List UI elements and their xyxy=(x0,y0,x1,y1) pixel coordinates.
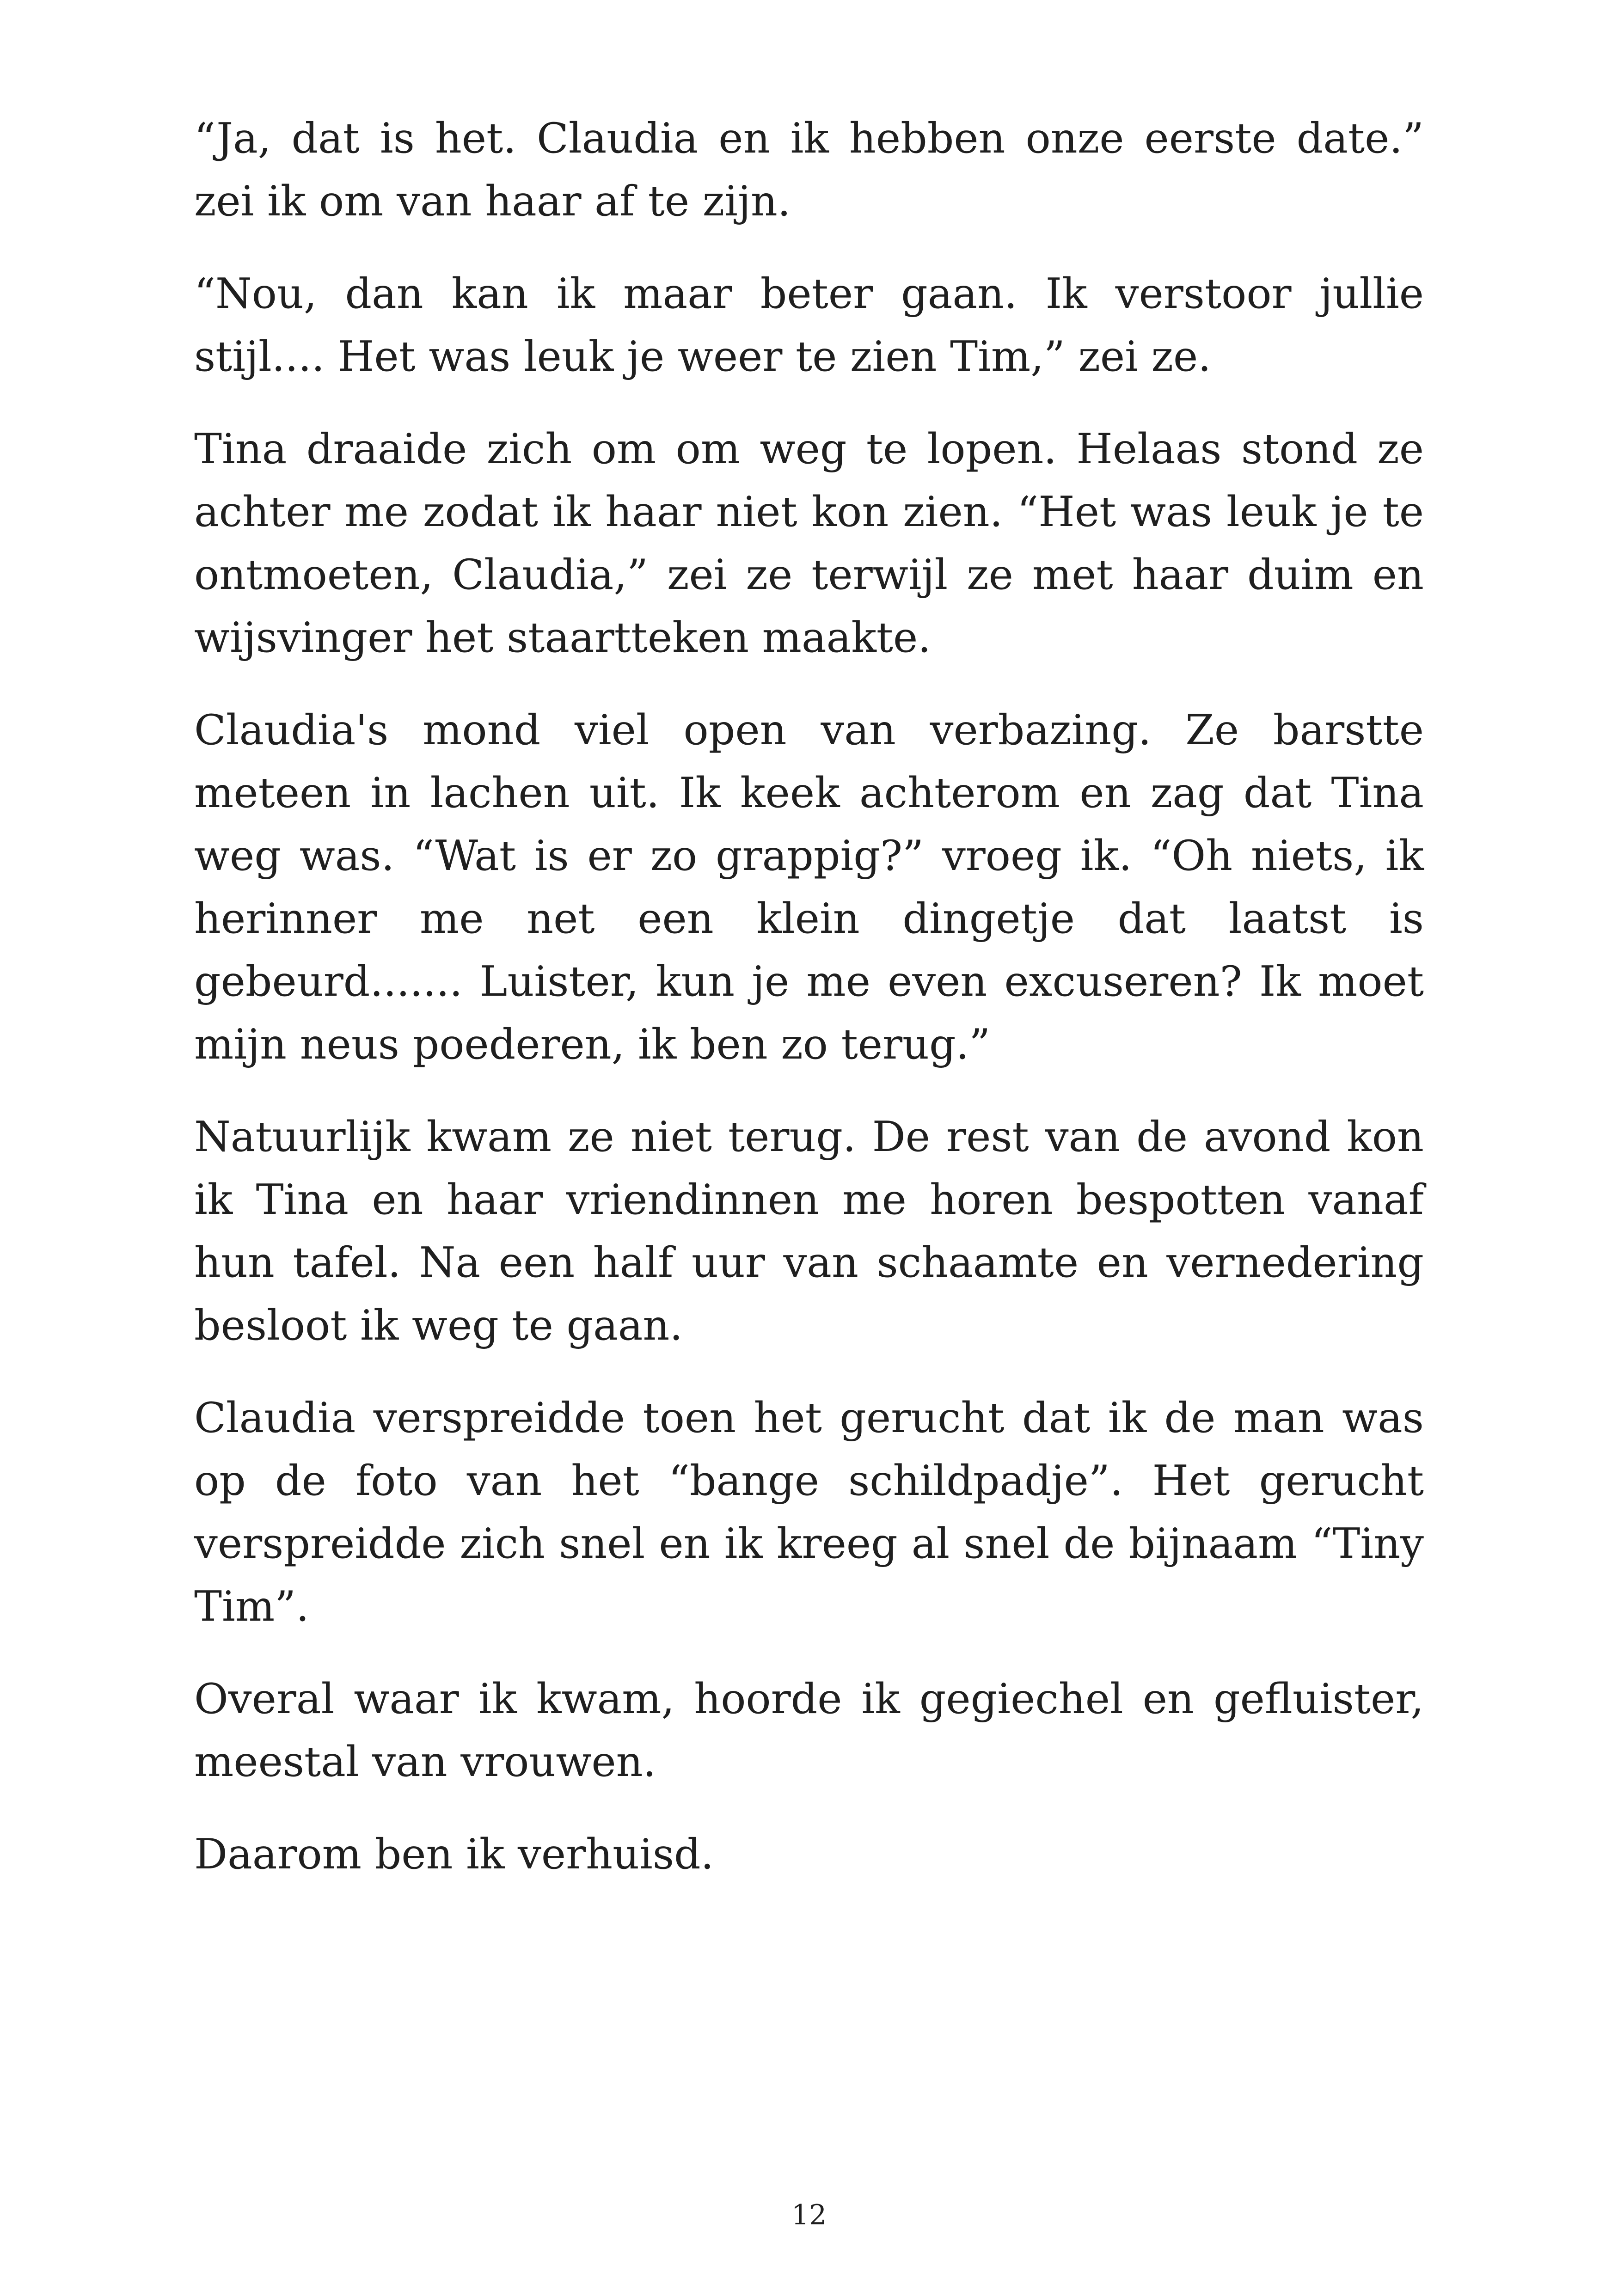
paragraph-6: Claudia verspreidde toen het gerucht dat ik de man was op de foto van het “bange schildpadje”. Het gerucht verspreidde zich snel en ik kreeg al snel de bijnaam “Tiny Tim”. xyxy=(194,1394,1424,1631)
paragraph-7: Overal waar ik kwam, hoorde ik gegiechel en gefluister, meestal van vrouwen. xyxy=(194,1675,1424,1786)
paragraph-1: “Ja, dat is het. Claudia en ik hebben onze eerste date.” zei ik om van haar af te zijn. xyxy=(194,114,1424,226)
page-number: 12 xyxy=(791,2199,827,2231)
paragraph-2: “Nou, dan kan ik maar beter gaan. Ik verstoor jullie stijl.... Het was leuk je weer te zien Tim,” zei ze. xyxy=(194,269,1424,381)
paragraph-5: Natuurlijk kwam ze niet terug. De rest van de avond kon ik Tina en haar vriendinnen me horen bespotten vanaf hun tafel. Na een half uur van schaamte en vernedering besloot ik weg te gaan. xyxy=(194,1113,1424,1350)
paragraph-8: Daarom ben ik verhuisd. xyxy=(194,1830,714,1879)
body-text xyxy=(194,107,1424,1916)
paragraph-3: Tina draaide zich om om weg te lopen. Helaas stond ze achter me zodat ik haar niet kon zien. “Het was leuk je te ontmoeten, Claudia,” zei ze terwijl ze met haar duim en wijsvinger het staartteken maakte. xyxy=(194,425,1424,662)
paragraph-4: Claudia's mond viel open van verbazing. Ze barstte meteen in lachen uit. Ik keek achterom en zag dat Tina weg was. “Wat is er zo grappig?” vroeg ik. “Oh niets, ik herinner me net een klein dingetje dat laatst is gebeurd....... Luister, kun je me even excuseren? Ik moet mijn neus poederen, ik ben zo terug.” xyxy=(194,706,1424,1069)
